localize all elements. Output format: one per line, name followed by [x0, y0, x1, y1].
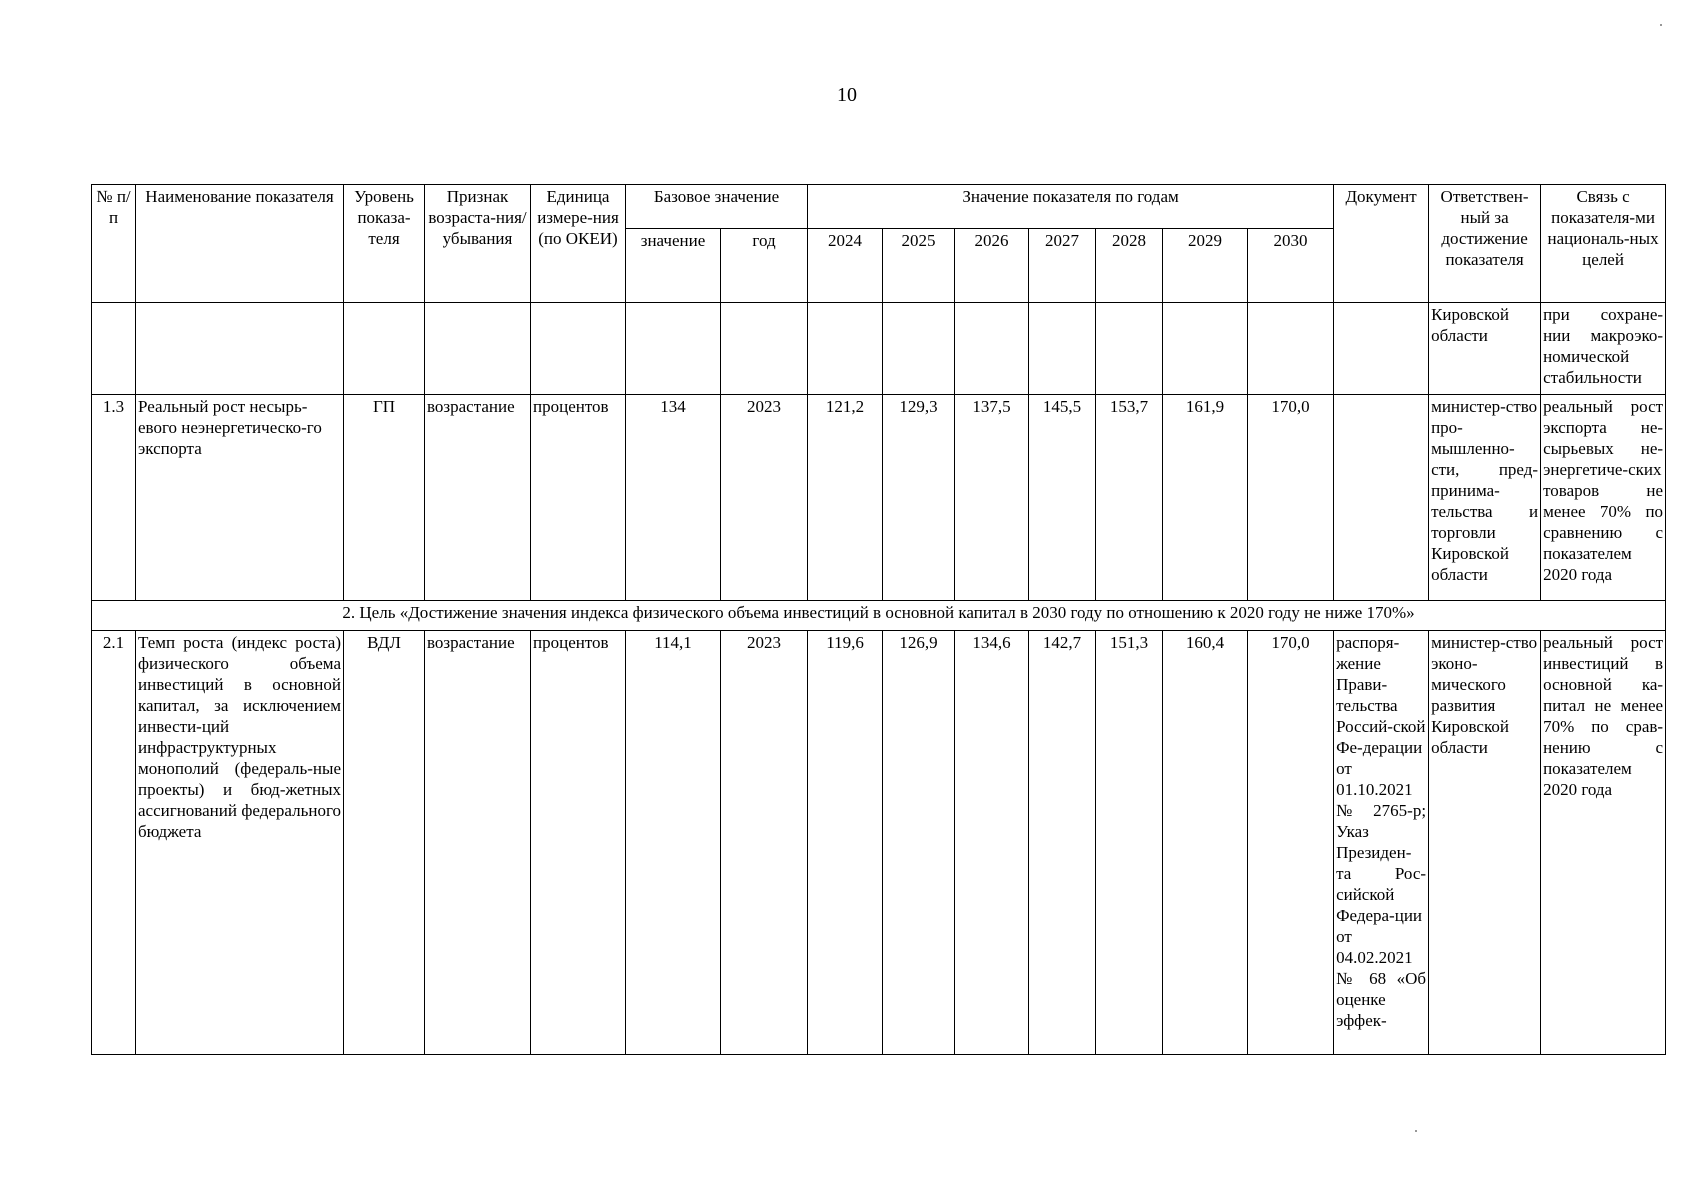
- cell-empty: [136, 303, 344, 395]
- cell-empty: [808, 303, 883, 395]
- row-num: 1.3: [92, 395, 136, 601]
- base-year: 2023: [721, 631, 808, 1055]
- page-number: 10: [837, 84, 857, 106]
- header-row-1: [92, 185, 1666, 229]
- responsible-cell: министер-ство эконо-мического развития Кировской области: [1429, 631, 1541, 1055]
- header-year-2025: 2025: [883, 229, 955, 303]
- header-unit: Единица измере-ния (по ОКЕИ): [531, 185, 626, 303]
- indicator-name: Темп роста (индекс роста) физического объема инвестиций в основной капитал, за исключением инвести-ций инфраструктурных монополий (федераль-ные проекты) и бюд-жетных ассигнований федерального бюджета: [136, 631, 344, 1055]
- value-2026: 134,6: [955, 631, 1029, 1055]
- indicator-name: Реальный рост несырь-евого неэнергетическо-го экспорта: [136, 395, 344, 601]
- header-link: Связь с показателя-ми националь-ных целей: [1541, 185, 1666, 303]
- header-responsible: Ответствен-ный за достижение показателя: [1429, 185, 1541, 303]
- indicator-trend: возрастание: [425, 395, 531, 601]
- cell-empty: [425, 303, 531, 395]
- header-trend: Признак возраста-ния/ убывания: [425, 185, 531, 303]
- cell-empty: [883, 303, 955, 395]
- cell-empty: [626, 303, 721, 395]
- header-base: Базовое значение: [626, 185, 808, 229]
- indicator-trend: возрастание: [425, 631, 531, 1055]
- header-num: № п/п: [92, 185, 136, 303]
- value-2025: 129,3: [883, 395, 955, 601]
- header-year-2028: 2028: [1096, 229, 1163, 303]
- cell-empty: [1248, 303, 1334, 395]
- goal-row: [92, 601, 1666, 631]
- header-year-2029: 2029: [1163, 229, 1248, 303]
- header-year-2027: 2027: [1029, 229, 1096, 303]
- value-2030: 170,0: [1248, 631, 1334, 1055]
- indicators-table: [91, 184, 1666, 1055]
- scan-speck: [1415, 1130, 1417, 1132]
- cell-empty: [1163, 303, 1248, 395]
- link-cell: реальный рост экспорта не-сырьевых не-энергетиче-ских товаров не менее 70% по сравнению с показателем 2020 года: [1541, 395, 1666, 601]
- value-2029: 160,4: [1163, 631, 1248, 1055]
- value-2024: 119,6: [808, 631, 883, 1055]
- cell-empty: [92, 303, 136, 395]
- indicator-level: ВДЛ: [344, 631, 425, 1055]
- document-cell: [1334, 395, 1429, 601]
- scan-speck: [1660, 24, 1662, 26]
- value-2025: 126,9: [883, 631, 955, 1055]
- cont-link: при сохране-нии макроэко-номической стабильности: [1541, 303, 1666, 395]
- cell-empty: [344, 303, 425, 395]
- cell-empty: [955, 303, 1029, 395]
- value-2030: 170,0: [1248, 395, 1334, 601]
- value-2028: 153,7: [1096, 395, 1163, 601]
- header-year-2030: 2030: [1248, 229, 1334, 303]
- value-2029: 161,9: [1163, 395, 1248, 601]
- table-row-2-1: [92, 631, 1666, 1055]
- value-2027: 142,7: [1029, 631, 1096, 1055]
- continuation-row: [92, 303, 1666, 395]
- header-level: Уровень показа-теля: [344, 185, 425, 303]
- cell-empty: [531, 303, 626, 395]
- base-value: 114,1: [626, 631, 721, 1055]
- header-document: Документ: [1334, 185, 1429, 303]
- indicator-level: ГП: [344, 395, 425, 601]
- document-cell: распоря-жение Прави-тельства Россий-ской Фе-дерации от 01.10.2021 № 2765-р; Указ Президен-та Рос-сийской Федера-ции от 04.02.2021 № 68 «Об оценке эффек-: [1334, 631, 1429, 1055]
- row-num: 2.1: [92, 631, 136, 1055]
- value-2027: 145,5: [1029, 395, 1096, 601]
- header-base-year: год: [721, 229, 808, 303]
- value-2024: 121,2: [808, 395, 883, 601]
- goal-heading: 2. Цель «Достижение значения индекса физического объема инвестиций в основной капитал в 2030 году по отношению к 2020 году не ниже 170%»: [92, 601, 1666, 631]
- indicator-unit: процентов: [531, 631, 626, 1055]
- cell-empty: [1029, 303, 1096, 395]
- indicator-unit: процентов: [531, 395, 626, 601]
- base-value: 134: [626, 395, 721, 601]
- header-years-group: Значение показателя по годам: [808, 185, 1334, 229]
- table-row-1-3: [92, 395, 1666, 601]
- value-2028: 151,3: [1096, 631, 1163, 1055]
- header-year-2024: 2024: [808, 229, 883, 303]
- base-year: 2023: [721, 395, 808, 601]
- responsible-cell: министер-ство про-мышленно-сти, пред-принима-тельства и торговли Кировской области: [1429, 395, 1541, 601]
- value-2026: 137,5: [955, 395, 1029, 601]
- cell-empty: [721, 303, 808, 395]
- header-year-2026: 2026: [955, 229, 1029, 303]
- header-name: Наименование показателя: [136, 185, 344, 303]
- header-base-value: значение: [626, 229, 721, 303]
- link-cell: реальный рост инвестиций в основной ка-питал не менее 70% по срав-нению с показателем 2020 года: [1541, 631, 1666, 1055]
- cell-empty: [1096, 303, 1163, 395]
- cont-responsible: Кировской области: [1429, 303, 1541, 395]
- cell-empty: [1334, 303, 1429, 395]
